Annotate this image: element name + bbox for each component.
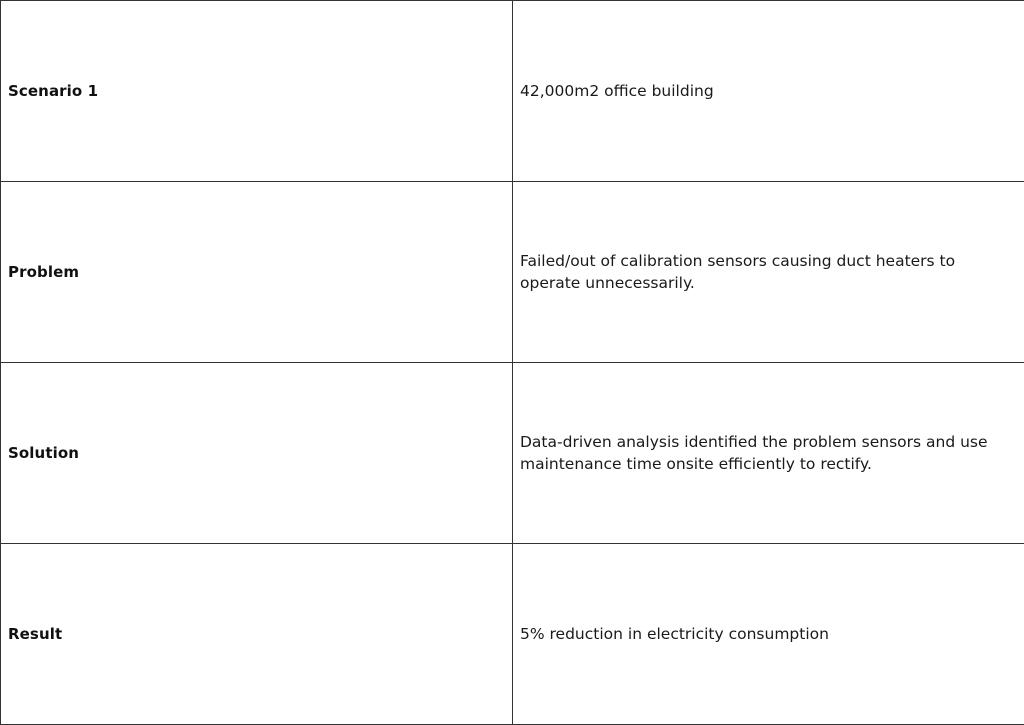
table-row-scenario bbox=[1, 1, 1024, 182]
row-label-scenario: Scenario 1 bbox=[8, 82, 98, 100]
row-label-problem: Problem bbox=[8, 263, 79, 281]
row-label-result: Result bbox=[8, 625, 62, 643]
row-value-cell bbox=[513, 1, 1024, 182]
row-value-result: 5% reduction in electricity consumption bbox=[520, 625, 829, 643]
row-value-solution: Data-driven analysis identified the problem sensors and use maintenance time onsite efficiently to rectify. bbox=[520, 433, 988, 473]
row-value-cell bbox=[513, 544, 1024, 725]
table-row-result bbox=[1, 544, 1024, 725]
row-value-cell bbox=[513, 363, 1024, 544]
row-label-cell bbox=[1, 182, 513, 363]
row-label-cell bbox=[1, 1, 513, 182]
row-label-cell bbox=[1, 544, 513, 725]
row-label-solution: Solution bbox=[8, 444, 79, 462]
row-label-cell bbox=[1, 363, 513, 544]
row-value-problem: Failed/out of calibration sensors causing duct heaters to operate unnecessarily. bbox=[520, 252, 955, 292]
row-value-scenario: 42,000m2 office building bbox=[520, 82, 714, 100]
table-row-solution bbox=[1, 363, 1024, 544]
row-value-cell bbox=[513, 182, 1024, 363]
table-row-problem bbox=[1, 182, 1024, 363]
